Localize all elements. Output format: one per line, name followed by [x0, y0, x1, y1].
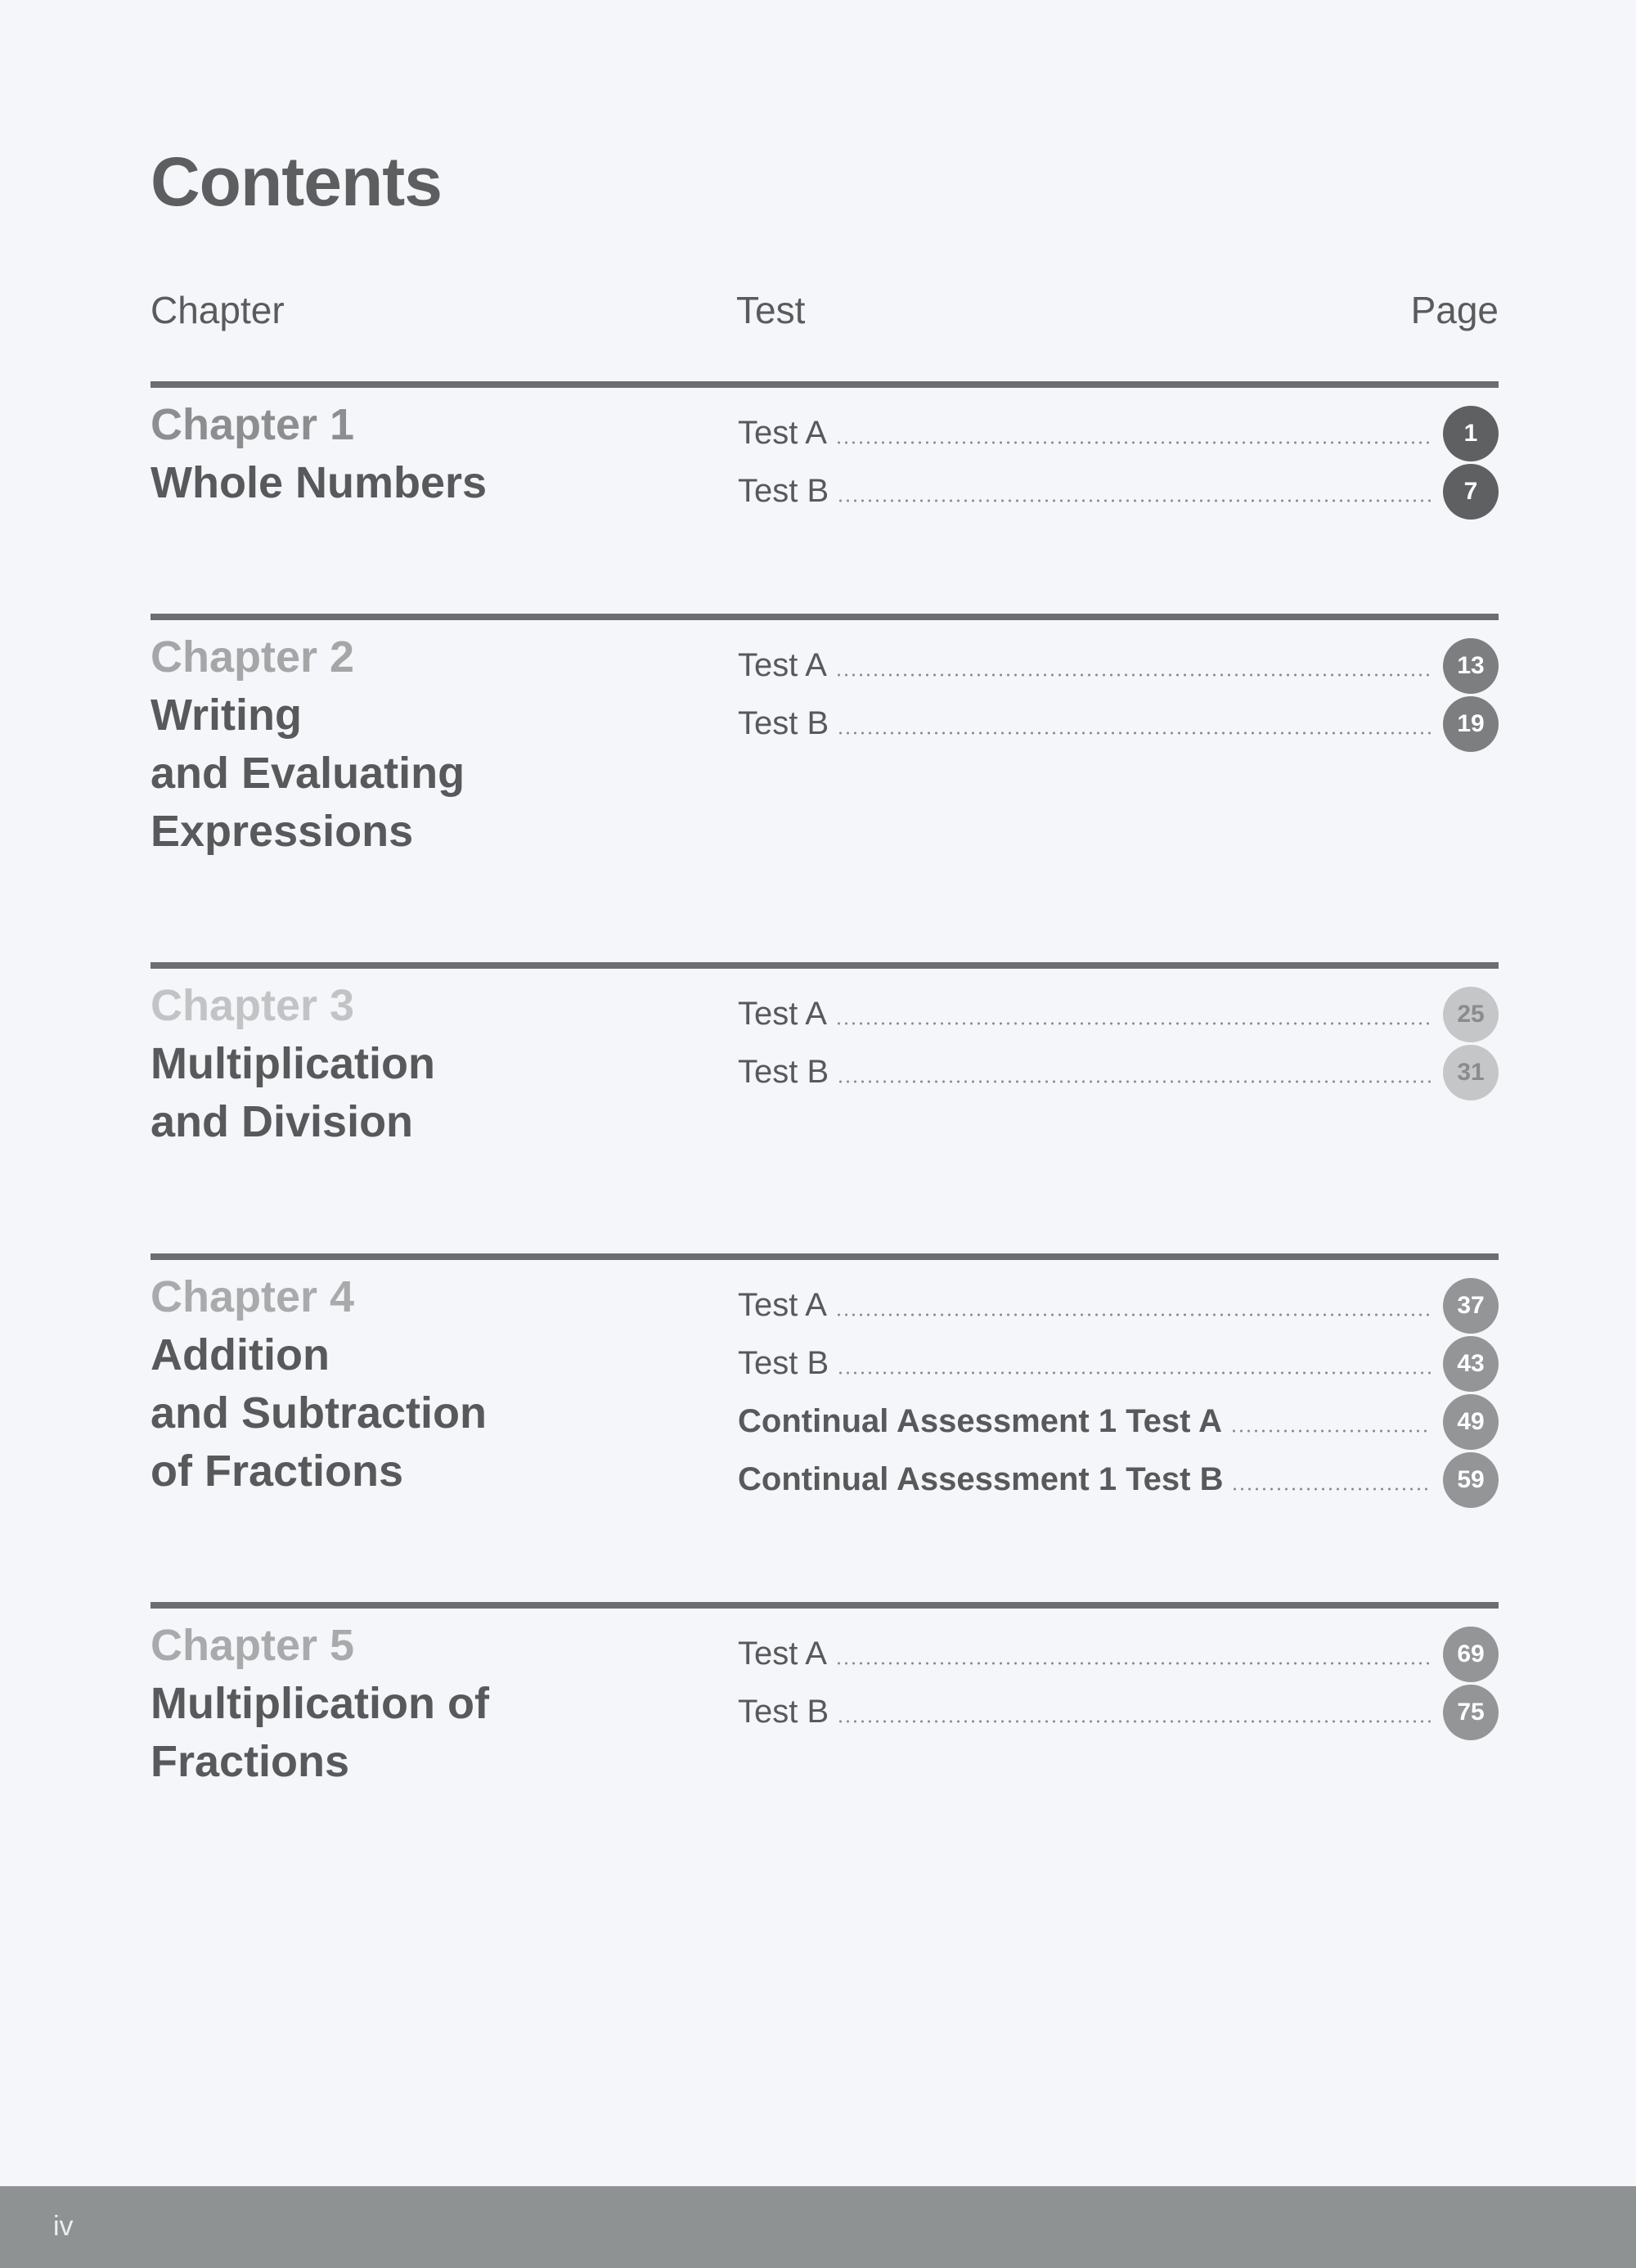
dot-leader	[837, 499, 1432, 502]
chapter-title-line: and Division	[151, 1097, 414, 1146]
test-list	[738, 1625, 1499, 1741]
chapter-title-line: Addition	[151, 1330, 330, 1379]
page-number-badge: 13	[1443, 638, 1499, 694]
test-label: Test B	[738, 705, 829, 741]
page-number-badge: 37	[1443, 1278, 1499, 1334]
chapter-title-line: and Subtraction	[151, 1388, 488, 1438]
dot-leader	[835, 1313, 1432, 1316]
test-label: Test A	[738, 1287, 827, 1323]
toc-entry[interactable]	[738, 695, 1499, 753]
toc-entry[interactable]	[738, 1393, 1499, 1451]
test-label: Test B	[738, 1054, 829, 1090]
toc-entry[interactable]	[738, 637, 1499, 695]
chapter-number: Chapter 2	[151, 632, 355, 682]
test-list	[738, 985, 1499, 1101]
test-label: Continual Assessment 1 Test B	[738, 1461, 1224, 1497]
dot-leader	[837, 1080, 1432, 1083]
column-header-page: Page	[1410, 289, 1499, 331]
column-header-chapter: Chapter	[151, 289, 285, 331]
page-footer-bar	[0, 2186, 1636, 2268]
toc-entry[interactable]	[738, 1334, 1499, 1393]
toc-entry[interactable]	[738, 1043, 1499, 1101]
test-label: Test A	[738, 415, 827, 451]
chapter-heading	[151, 628, 465, 861]
toc-section-chapter-3	[151, 962, 1499, 1175]
chapter-heading	[151, 1617, 489, 1791]
dot-leader	[835, 441, 1432, 444]
section-divider	[151, 614, 1499, 620]
toc-entry[interactable]	[738, 985, 1499, 1043]
toc-section-chapter-5	[151, 1602, 1499, 1815]
chapter-title-line: Writing	[151, 691, 302, 740]
page-title: Contents	[151, 143, 442, 220]
toc-entry[interactable]	[738, 1625, 1499, 1683]
test-label: Test A	[738, 647, 827, 683]
chapter-heading	[151, 396, 487, 512]
dot-leader	[837, 1371, 1432, 1375]
dot-leader	[1231, 1487, 1432, 1491]
chapter-title-line: Expressions	[151, 807, 414, 856]
toc-entry[interactable]	[738, 404, 1499, 462]
page-number-badge: 7	[1443, 464, 1499, 520]
column-header-test: Test	[736, 289, 806, 331]
toc-entry[interactable]	[738, 1683, 1499, 1741]
page-number-badge: 19	[1443, 696, 1499, 752]
chapter-title-line: of Fractions	[151, 1447, 404, 1496]
page-number-badge: 31	[1443, 1045, 1499, 1100]
page-number-badge: 43	[1443, 1336, 1499, 1392]
test-list	[738, 404, 1499, 520]
chapter-title-line: Multiplication of	[151, 1679, 489, 1728]
section-divider	[151, 381, 1499, 388]
dot-leader	[837, 731, 1432, 735]
dot-leader	[835, 1662, 1432, 1665]
page-number-badge: 49	[1443, 1394, 1499, 1450]
chapter-heading	[151, 977, 435, 1151]
dot-leader	[835, 673, 1432, 677]
chapter-number: Chapter 4	[151, 1272, 355, 1321]
section-divider	[151, 1253, 1499, 1260]
chapter-heading	[151, 1268, 487, 1501]
test-label: Test A	[738, 1636, 827, 1672]
chapter-title: Whole Numbers	[151, 458, 488, 507]
chapter-number: Chapter 1	[151, 400, 355, 449]
test-label: Test B	[738, 473, 829, 509]
chapter-title-line: Multiplication	[151, 1039, 435, 1088]
page-number-badge: 75	[1443, 1685, 1499, 1740]
page-number-badge: 59	[1443, 1452, 1499, 1508]
toc-section-chapter-4	[151, 1253, 1499, 1532]
dot-leader	[835, 1022, 1432, 1025]
page-number-badge: 1	[1443, 406, 1499, 461]
dot-leader	[837, 1720, 1432, 1723]
column-headers	[151, 288, 1499, 337]
test-label: Test A	[738, 996, 827, 1032]
toc-section-chapter-2	[151, 614, 1499, 884]
test-label: Test B	[738, 1694, 829, 1730]
test-label: Test B	[738, 1345, 829, 1381]
toc-entry[interactable]	[738, 462, 1499, 520]
section-divider	[151, 1602, 1499, 1609]
section-divider	[151, 962, 1499, 969]
toc-entry[interactable]	[738, 1276, 1499, 1334]
test-list	[738, 1276, 1499, 1509]
chapter-number: Chapter 5	[151, 1621, 355, 1670]
toc-section-chapter-1	[151, 381, 1499, 586]
dot-leader	[1230, 1429, 1432, 1433]
chapter-number: Chapter 3	[151, 981, 355, 1030]
page-number-badge: 25	[1443, 987, 1499, 1042]
chapter-title-line: Fractions	[151, 1737, 350, 1786]
toc-entry[interactable]	[738, 1451, 1499, 1509]
chapter-title-line: and Evaluating	[151, 749, 465, 798]
test-list	[738, 637, 1499, 753]
test-label: Continual Assessment 1 Test A	[738, 1403, 1222, 1439]
page-number-badge: 69	[1443, 1627, 1499, 1682]
page-number: iv	[53, 2211, 74, 2242]
